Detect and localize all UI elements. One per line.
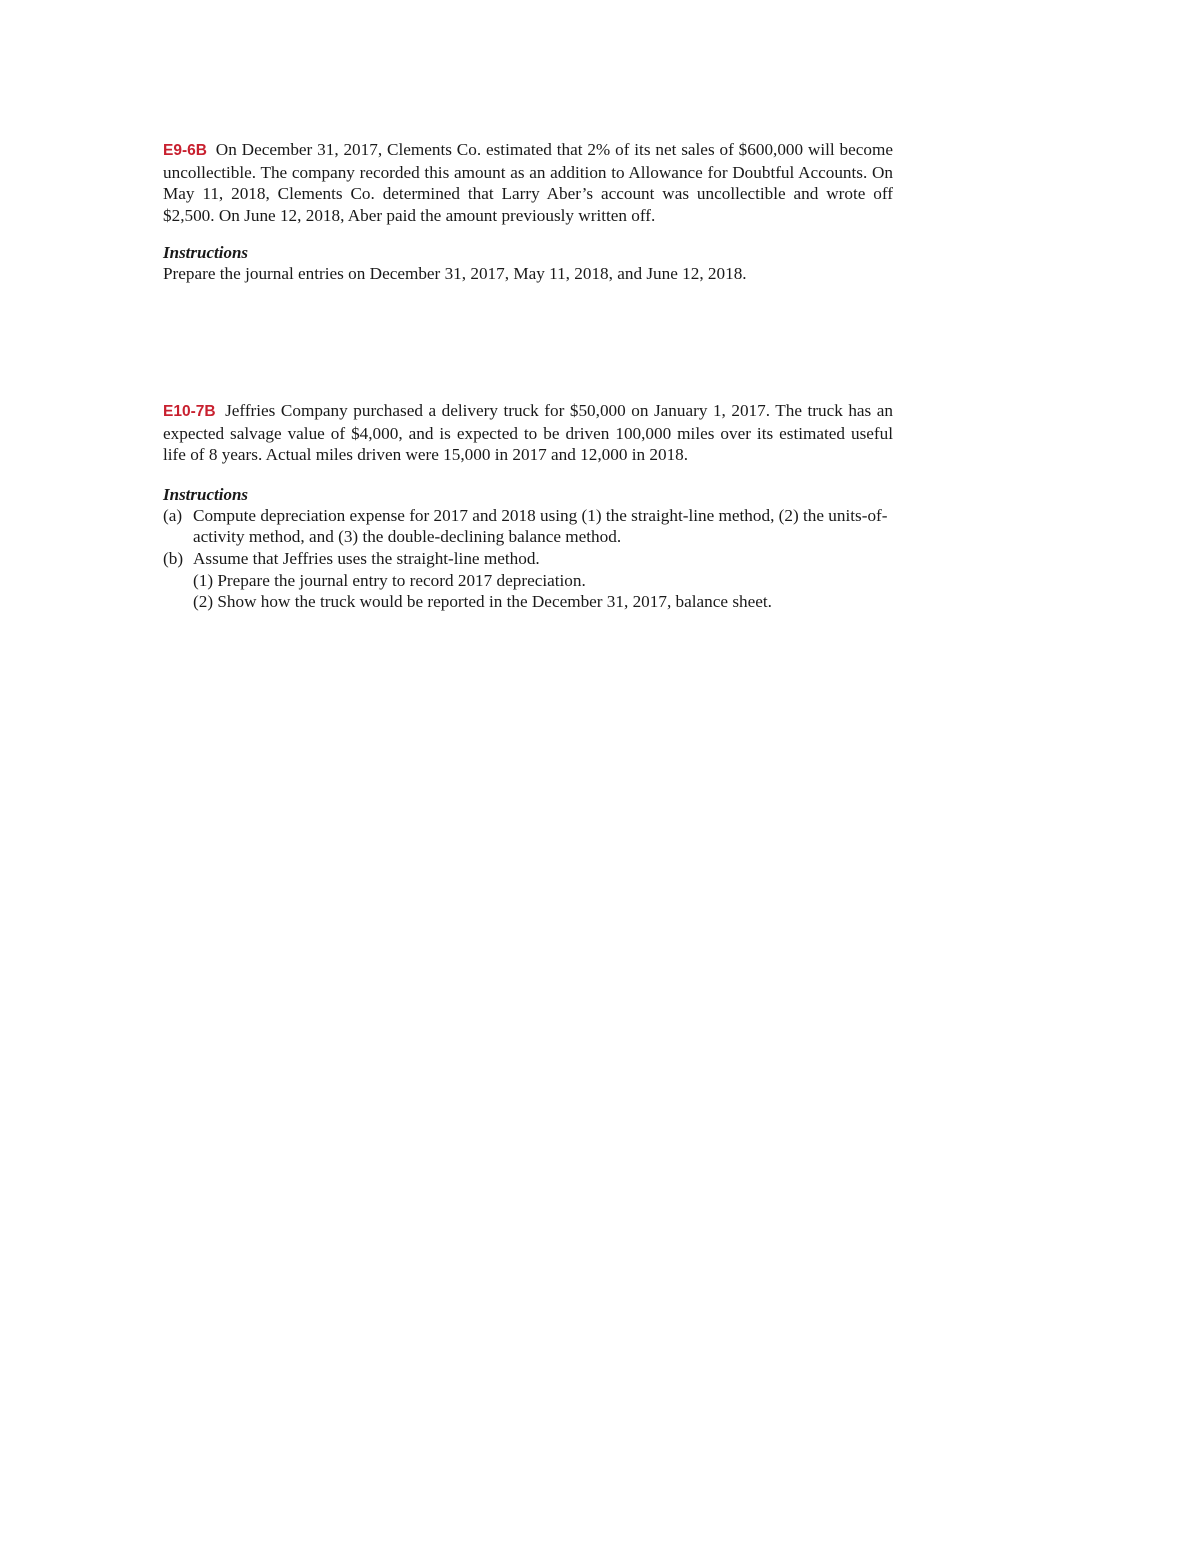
exercise-e10-7b (163, 400, 893, 613)
item-text: Assume that Jeffries uses the straight-line method. (193, 548, 540, 568)
instruction-item-b (163, 548, 893, 570)
instructions-heading: Instructions (163, 243, 249, 263)
instruction-subitem-b1: (1) Prepare the journal entry to record 2017 depreciation. (193, 570, 586, 590)
item-marker: (b) (163, 548, 184, 568)
instructions-heading: Instructions (163, 484, 249, 504)
exercise-body (163, 139, 893, 226)
exercise-body (163, 400, 893, 466)
exercise-text: On December 31, 2017, Clements Co. estimated that 2% of its net sales of $600,000 will become uncollectible. The company recorded this amount as an addition to Allowance for Doubtful Accounts. On May 11, 2018, Clements Co. determined that Larry Aber’s account was uncollectible and wrote off $2,500. On June 12, 2018, Aber paid the amount previously written off. (163, 140, 894, 225)
exercise-id: E9-6B (163, 142, 207, 159)
exercise-text: Jeffries Company purchased a delivery truck for $50,000 on January 1, 2017. The truck has an expected salvage value of $4,000, and is expected to be driven 100,000 miles over its estimated useful life of 8 years. Actual miles driven were 15,000 in 2017 and 12,000 in 2018. (163, 401, 893, 465)
item-text: Compute depreciation expense for 2017 and 2018 using (1) the straight-line method, (2) the units-of-activity method, and (3) the double-declining balance method. (193, 505, 888, 547)
instruction-item-a (163, 505, 893, 548)
exercise-id: E10-7B (163, 403, 216, 420)
exercise-e9-6b (163, 139, 893, 285)
instructions-text: Prepare the journal entries on December 31, 2017, May 11, 2018, and June 12, 2018. (163, 264, 747, 284)
item-marker: (a) (163, 505, 183, 525)
instruction-subitem-b2: (2) Show how the truck would be reported in the December 31, 2017, balance sheet. (193, 592, 772, 612)
